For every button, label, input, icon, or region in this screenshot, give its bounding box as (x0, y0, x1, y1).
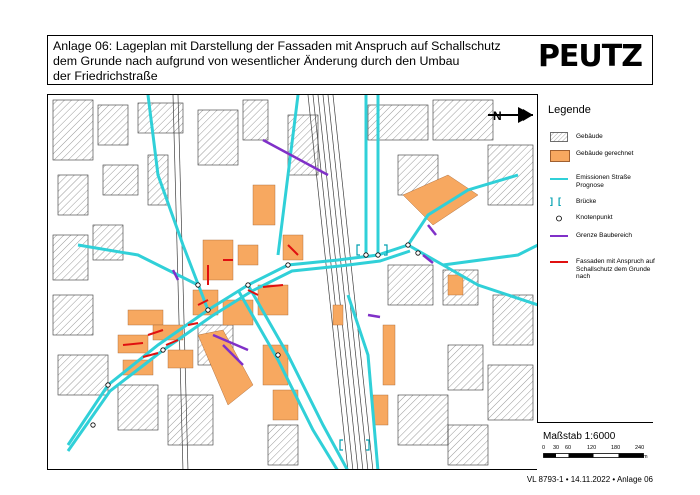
cyan-line-icon (550, 178, 568, 180)
title-line-1: Anlage 06: Lageplan mit Darstellung der Fassaden mit Anspruch auf Schallschutz (53, 39, 501, 53)
hatched-square-icon (550, 132, 568, 142)
scale-tick: 240 (635, 445, 645, 451)
legend-item-building-calc (544, 150, 654, 168)
map-canvas[interactable] (48, 95, 538, 470)
legend-label-building-calc: Gebäude gerechnet (576, 150, 634, 157)
red-line-icon (550, 261, 568, 263)
legend-item-facade (544, 258, 654, 284)
legend-label-node: Knotenpunkt (576, 214, 613, 221)
scale-tick: 0 (542, 445, 546, 451)
legend-item-building (544, 132, 654, 146)
scale-tick: 180 (611, 445, 621, 451)
legend-item-node (544, 214, 654, 226)
scale-tick: 30 (553, 445, 560, 451)
bridge-brackets-icon: ] [ (550, 196, 561, 206)
legend-title: Legende (548, 104, 591, 116)
legend-label-building: Gebäude (576, 133, 603, 140)
circle-icon (550, 214, 568, 223)
peutz-logo: PEUTZ (537, 39, 642, 74)
scale-title: Maßstab 1:6000 (543, 431, 616, 442)
scale-bar (543, 453, 647, 459)
legend-label-bridge: Brücke (576, 198, 597, 205)
orange-square-icon (550, 150, 570, 162)
legend-item-boundary (544, 232, 654, 250)
scale-unit: m (643, 454, 648, 460)
scale-tick: 120 (587, 445, 597, 451)
purple-line-icon (550, 235, 568, 237)
title-line-3: der Friedrichstraße (53, 69, 158, 83)
legend-panel (537, 94, 653, 470)
legend-label-facade: Fassaden mit Anspruch auf Schallschutz dem Grunde nach (576, 258, 655, 280)
legend-label-boundary: Grenze Baubereich (576, 232, 633, 239)
scale-tick: 60 (565, 445, 572, 451)
title-line-2: dem Grunde nach aufgrund von wesentlicher Änderung durch den Umbau (53, 54, 460, 68)
title-box (47, 35, 653, 85)
scale-box (537, 422, 653, 470)
legend-item-bridge (544, 198, 654, 210)
footer-reference: VL 8793-1 • 14.11.2022 • Anlage 06 (526, 475, 653, 484)
map-title (53, 39, 533, 84)
legend-label-road: Emissionen Straße Prognose (576, 174, 631, 189)
north-label: N (493, 109, 502, 123)
legend-item-road (544, 174, 654, 192)
